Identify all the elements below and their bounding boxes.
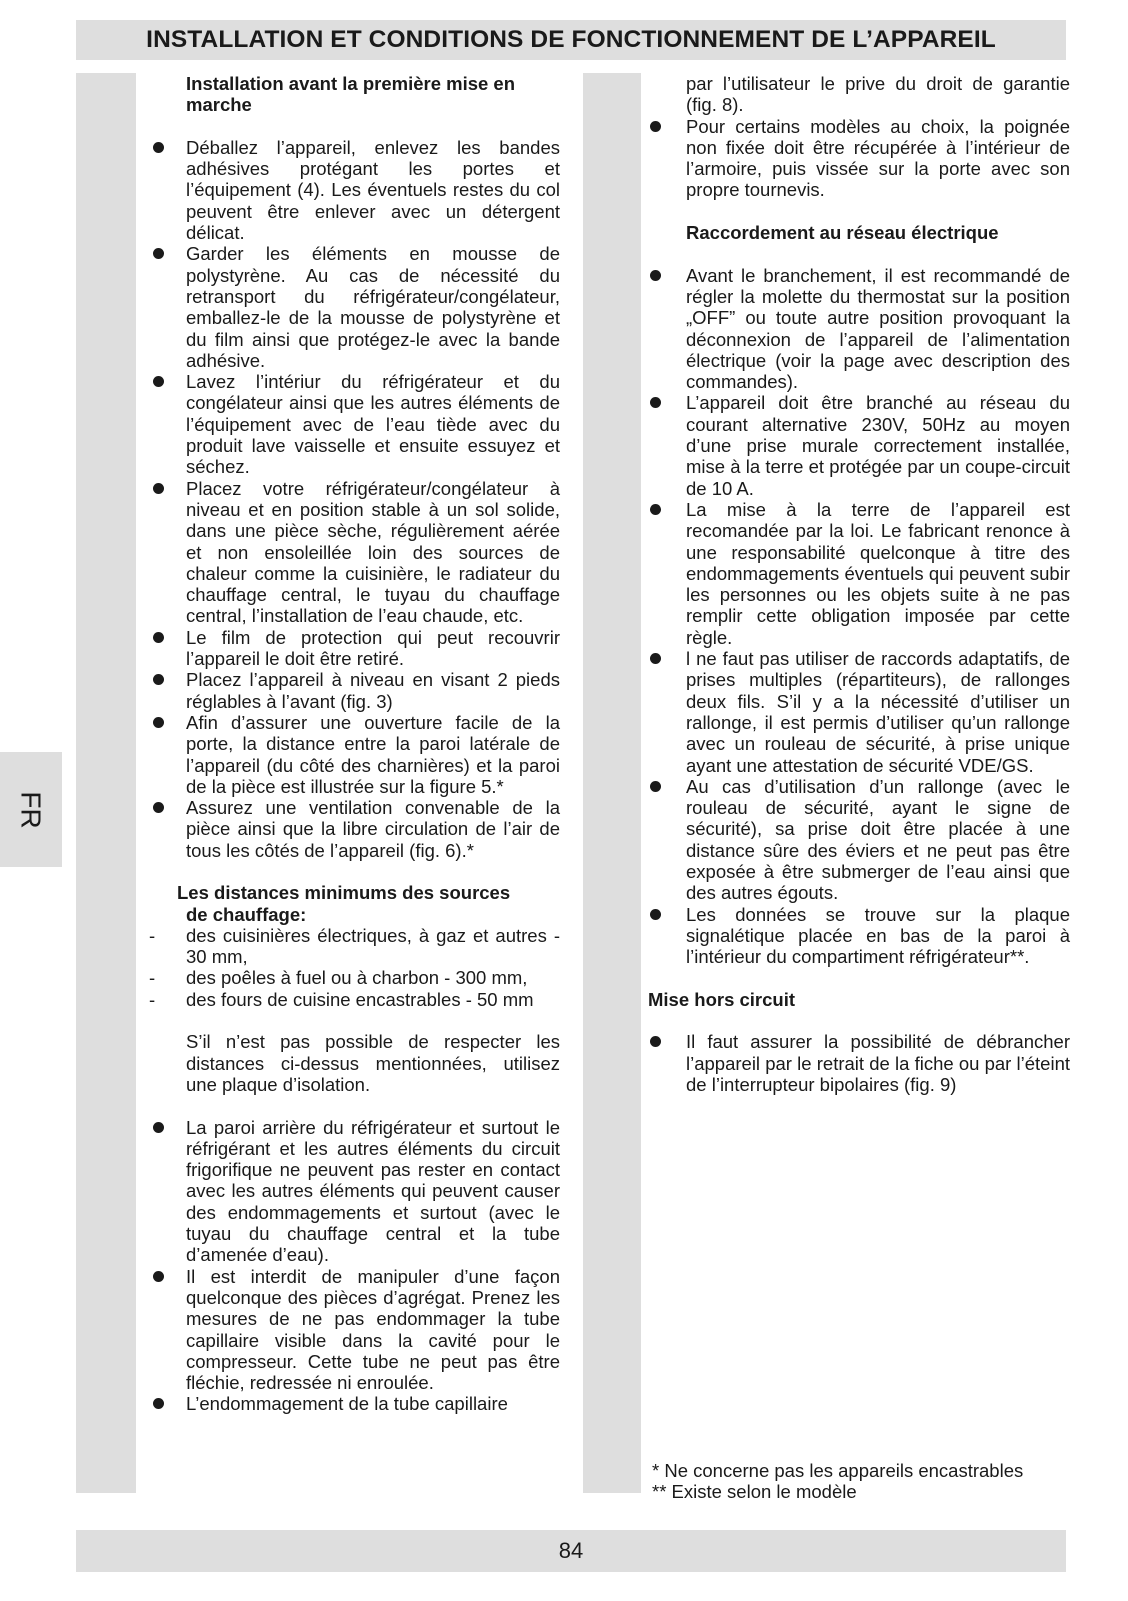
section-heading-continued: de chauffage: <box>186 903 307 925</box>
bullet-icon <box>650 909 661 920</box>
list-item: L’endommagement de la tube capillaire <box>140 1393 560 1414</box>
list-item: La mise à la terre de l’appareil est recomandée par la loi. Le fabricant renonce à une responsabilité quelconque à titre des endommagements éventuels qui peuvent subir les personnes ou les objets suite à ne pas remplir cette obligation imposée par cette règle. <box>648 499 1070 648</box>
dash-item: - des cuisinières électriques, à gaz et autres - 30 mm, <box>149 924 560 968</box>
paragraph: S’il n’est pas possible de respecter les distances ci-dessus mentionnées, utilisez une plaque d’isolation. <box>186 1031 560 1095</box>
list-item: Afin d’assurer une ouverture facile de la porte, la distance entre la paroi latérale de l’appareil (du côté des charnières) et la paroi de la pièce est illustrée sur la figure 5.* <box>140 712 560 797</box>
bullet-icon <box>650 504 661 515</box>
list-item: Déballez l’appareil, enlevez les bandes adhésives protégant les portes et l’équipement (4). Les éventuels restes du col peuvent être enlever avec un détergent délicat. <box>140 137 560 243</box>
page-header <box>76 20 1066 60</box>
list-item: Placez l’appareil à niveau en visant 2 pieds réglables à l’avant (fig. 3) <box>140 669 560 712</box>
footnotes <box>652 1460 1072 1503</box>
left-column <box>140 73 560 1415</box>
bullet-icon <box>153 483 164 494</box>
dash-marker: - <box>149 988 156 1010</box>
list-item: Le film de protection qui peut recouvrir l’appareil le doit être retiré. <box>140 627 560 670</box>
page-number: 84 <box>558 1538 584 1563</box>
list-item: Garder les éléments en mousse de polystyrène. Au cas de nécessité du retransport du réfrigérateur/congélateur, emballez-le de la mousse de polystyrène et du film ainsi que protégez-le avec la bande adhésive. <box>140 243 560 371</box>
left-margin-strip <box>76 73 136 1493</box>
page-footer <box>76 1530 1066 1572</box>
bullet-icon <box>153 376 164 387</box>
bullet-icon <box>153 632 164 643</box>
bullet-icon <box>153 142 164 153</box>
footnote: * Ne concerne pas les appareils encastrables <box>652 1460 1024 1481</box>
dash-marker: - <box>149 967 156 989</box>
list-item: Lavez l’intériur du réfrigérateur et du congélateur ainsi que les autres éléments de l’équipement avec de l’eau tiède avec du produit lave vaisselle et ensuite essuyez et séchez. <box>140 371 560 477</box>
list-item: Les données se trouve sur la plaque signalétique placée en bas de la paroi à l’intérieur du compartiment réfrigérateur**. <box>648 904 1070 968</box>
language-tab <box>0 752 62 867</box>
bullet-icon <box>650 397 661 408</box>
language-label: FR <box>15 790 47 829</box>
bullet-icon <box>153 802 164 813</box>
bullet-icon <box>153 674 164 685</box>
bullet-icon <box>153 1122 164 1133</box>
list-item: Placez votre réfrigérateur/congélateur à niveau et en position stable à un sol solide, dans une pièce sèche, régulièrement aérée et non ensoleillée loin des sources de chaleur comme la cuisinière, le radiateur du chauffage central, le tuyau du chauffage central, l’installation de l’eau chaude, etc. <box>140 478 560 627</box>
bullet-icon <box>650 270 661 281</box>
dash-marker: - <box>149 924 156 946</box>
bullet-icon <box>153 1271 164 1282</box>
list-item: La paroi arrière du réfrigérateur et surtout le réfrigérant et les autres éléments du circuit frigorifique ne peuvent pas rester en contact avec les autres éléments qui peuvent causer des endommagements et surtout (avec le tuyau du chauffage central et la tube d’amenée d’eau). <box>140 1117 560 1266</box>
dash-item: - des poêles à fuel ou à charbon - 300 mm, <box>149 967 528 989</box>
dash-item: - des fours de cuisine encastrables - 50 mm <box>149 988 534 1010</box>
bullet-icon <box>650 1036 661 1047</box>
paragraph-continued: par l’utilisateur le prive du droit de garantie (fig. 8). <box>686 73 1070 116</box>
section-heading: Installation avant la première mise en marche <box>186 73 516 116</box>
bullet-icon <box>153 717 164 728</box>
bullet-icon <box>650 121 661 132</box>
list-item: Assurez une ventilation convenable de la pièce ainsi que la libre circulation de l’air de tous les côtés de l’appareil (fig. 6).* <box>140 797 560 861</box>
list-item: Avant le branchement, il est recommandé de régler la molette du thermostat sur la position „OFF” ou toute autre position provoquant la déconnexion de l’appareil de l’alimentation électrique (voir la page avec description des commandes). <box>648 265 1070 393</box>
footnote: ** Existe selon le modèle <box>652 1481 857 1503</box>
list-item: Au cas d’utilisation d’un rallonge (avec le rouleau de sécurité, ayant le signe de sécurité), sa prise doit être placée à une distance sûre des éviers et ne peut pas être exposée à être submerger de l’eau ainsi que des autres égouts. <box>648 776 1070 904</box>
page-title: INSTALLATION ET CONDITIONS DE FONCTIONNEMENT DE L’APPAREIL <box>146 26 996 53</box>
section-heading: Mise hors circuit <box>648 988 796 1010</box>
bullet-icon <box>650 653 661 664</box>
list-item: L’appareil doit être branché au réseau du courant alternative 230V, 50Hz au moyen d’une prise murale correctement installée, mise à la terre et protégée par un coupe-circuit de 10 A. <box>648 392 1070 498</box>
bullet-icon <box>153 248 164 259</box>
section-heading: Raccordement au réseau électrique <box>686 222 999 244</box>
section-heading: Les distances minimums des sources <box>177 882 511 904</box>
list-item: Pour certains modèles au choix, la poignée non fixée doit être récupérée à l’intérieur de l’armoire, puis vissée sur la porte avec son propre tournevis. <box>648 116 1070 201</box>
center-margin-strip <box>583 73 641 1493</box>
list-item: Il est interdit de manipuler d’une façon quelconque des pièces d’agrégat. Prenez les mesures de ne pas endommager la tube capillaire visible dans la cavité pour le compresseur. Cette tube ne peut pas être fléchie, redressée ni enroulée. <box>140 1266 560 1394</box>
bullet-icon <box>153 1398 164 1409</box>
bullet-icon <box>650 781 661 792</box>
list-item: l ne faut pas utiliser de raccords adaptatifs, de prises multiples (répartiteurs), de rallonges deux fils. S’il y a la nécessité d’utiliser un rallonge, il est permis d’utiliser qu’un rallonge avec un rouleau de sécurité, à prise unique ayant une attestation de sécurité VDE/GS. <box>648 648 1070 776</box>
right-column <box>648 73 1070 1095</box>
list-item: Il faut assurer la possibilité de débrancher l’appareil par le retrait de la fiche ou par l’éteint de l’interrupteur bipolaires (fig. 9) <box>648 1031 1070 1095</box>
